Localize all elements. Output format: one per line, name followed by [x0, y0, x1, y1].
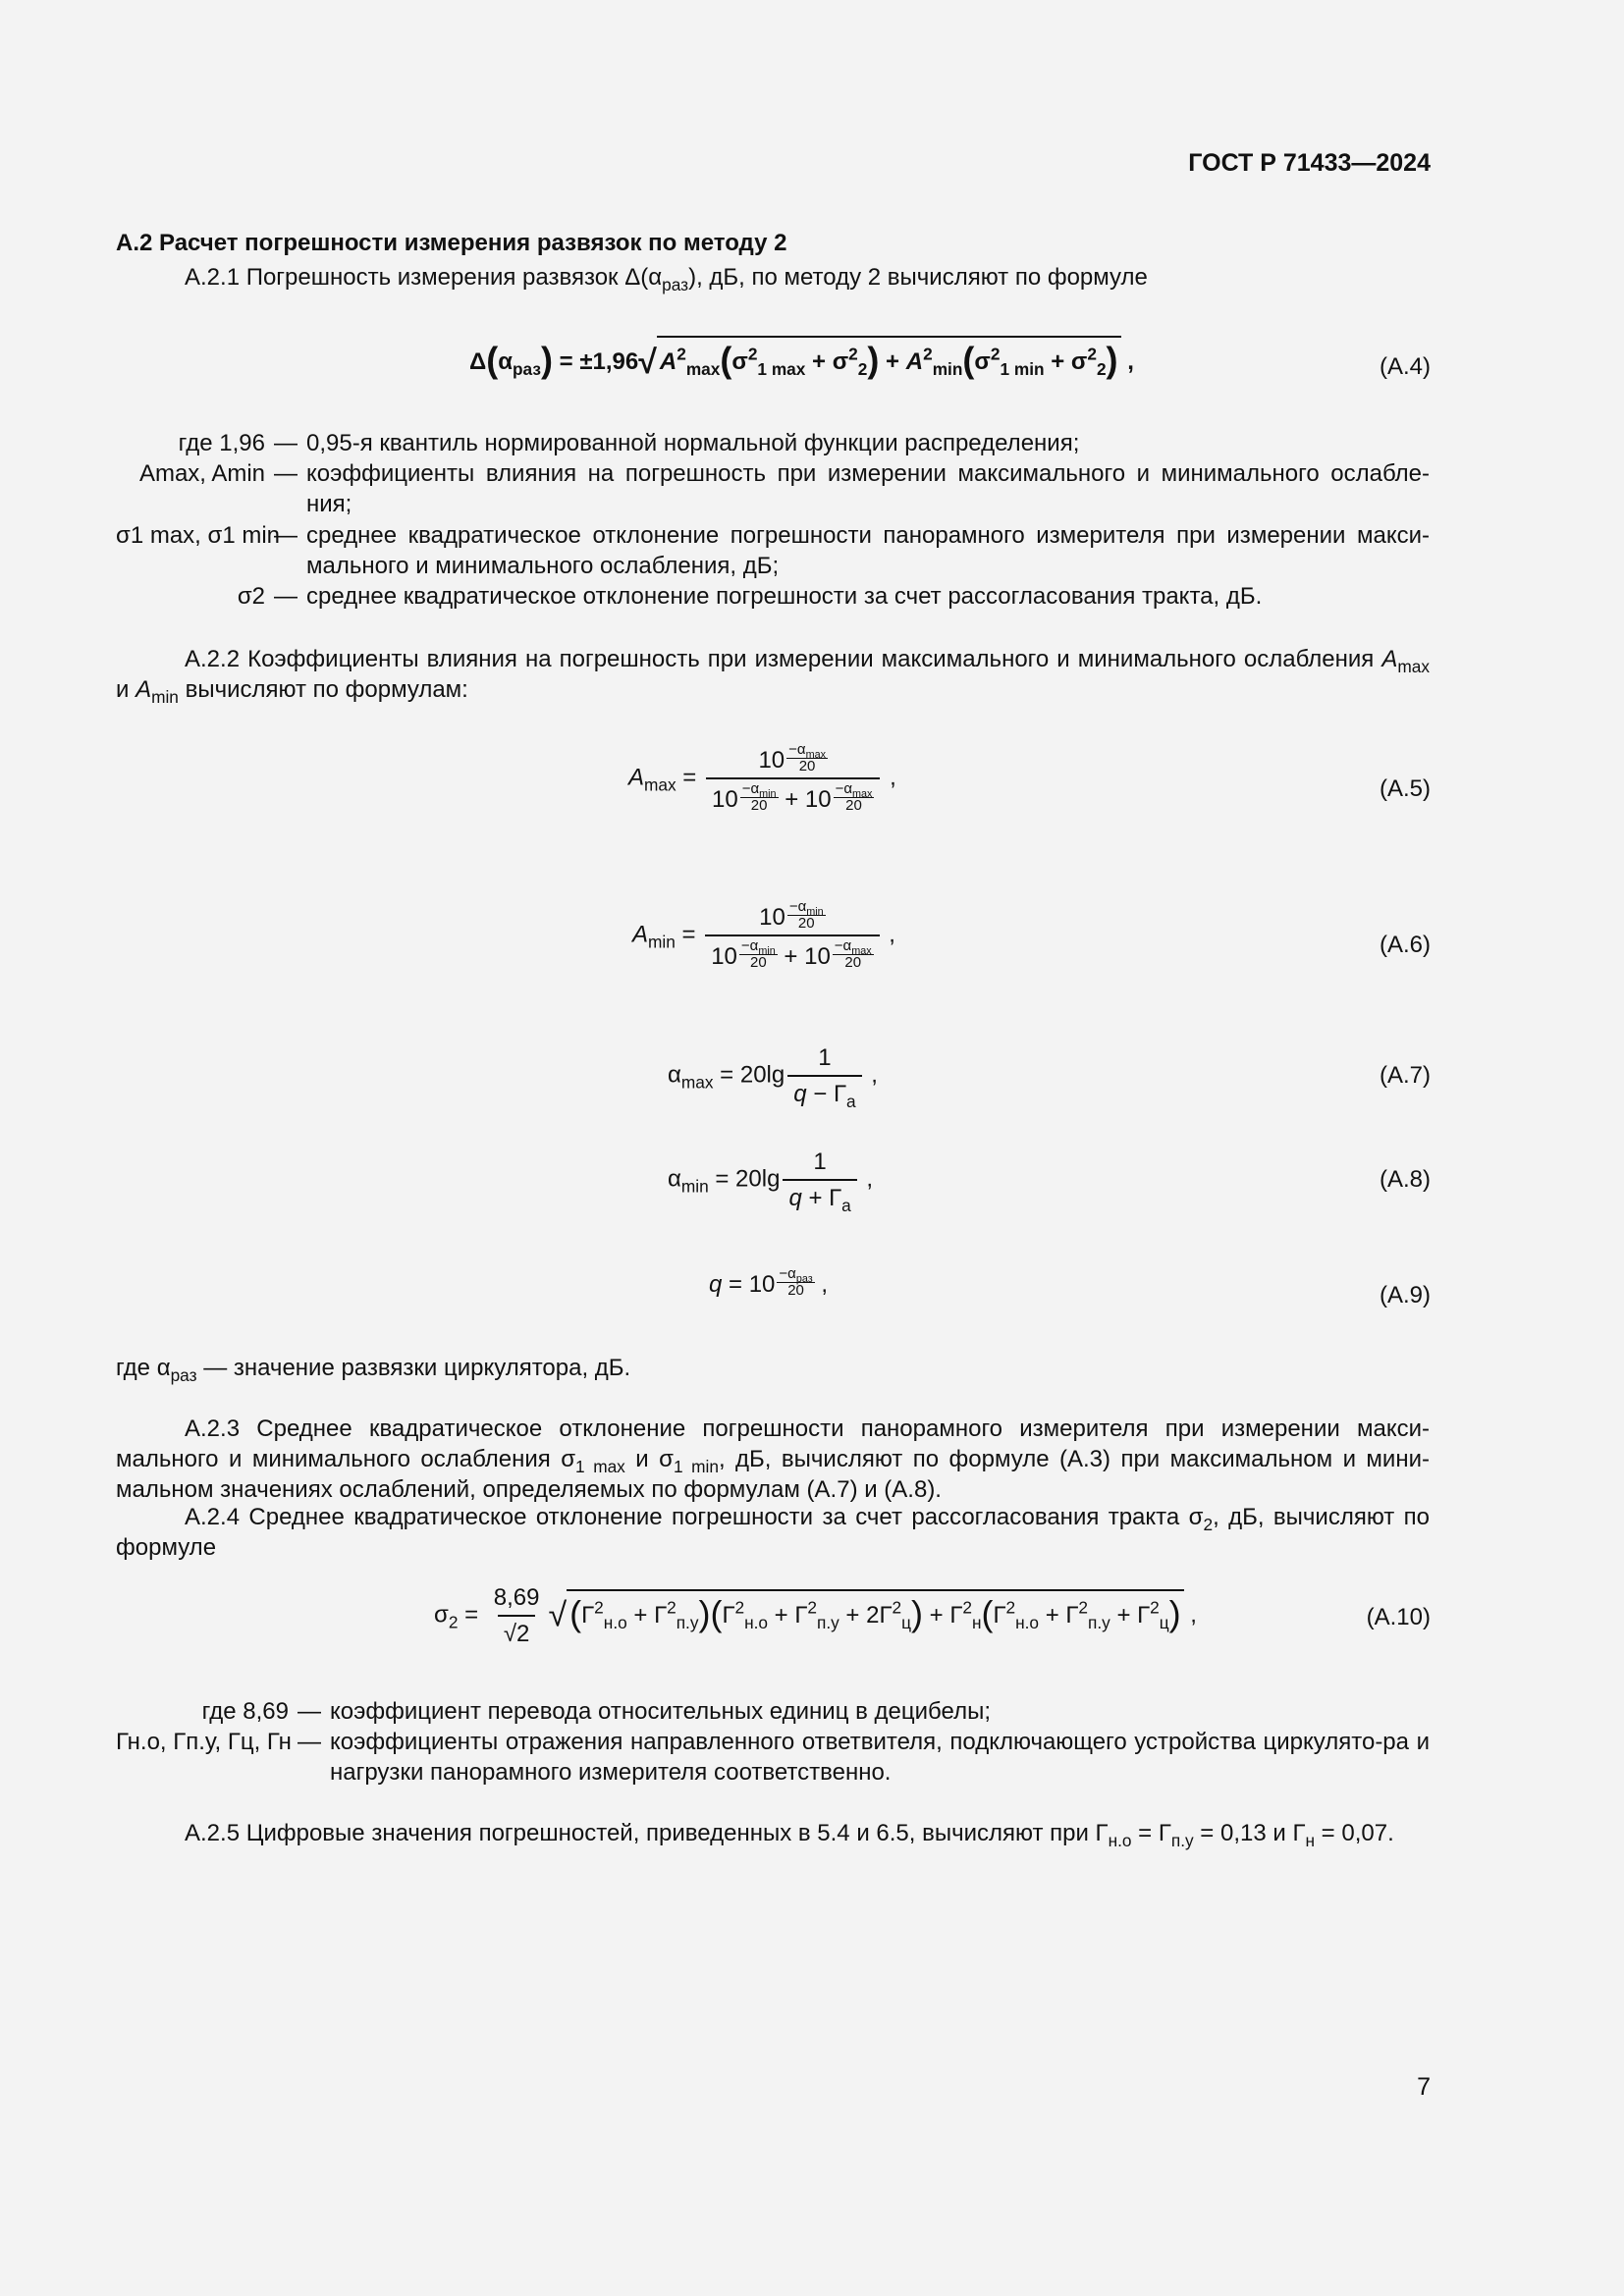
equation-number-a6: (А.6): [1379, 932, 1431, 958]
where-list-3: [116, 1696, 1430, 1789]
page-number: 7: [1417, 2073, 1431, 2101]
formula-a5: $A_{max}$ = 10 $-\alpha_{max}$ 20 10 $-\alpha_{min}$ 20 + 10 $-\alpha_{max}$ 20 ,: [628, 741, 896, 814]
equation-number-a7: (А.7): [1379, 1062, 1431, 1089]
formula-a8: $\alpha_{min} = 20\lg$ $\frac{1}{q + Г_а}$ ,: [668, 1148, 874, 1216]
formula-a7: $\alpha_{max} = 20\lg$ $\frac{1}{q - Г_а}$ ,: [668, 1044, 878, 1112]
where-item: Amax, Amin — коэффициенты влияния на погрешность при измерении максимального и минимального ослабле-ния;: [138, 460, 1430, 518]
where-item: σ2 — среднее квадратическое отклонение погрешности за счет рассогласования тракта, дБ.: [237, 582, 1263, 610]
where-item: Гн.о, Гп.у, Гц, Гн — коэффициенты отражения направленного ответвителя, подключающего устройства циркулято-ра и нагрузки панорамного измерителя соответственно.: [116, 1729, 1430, 1787]
equation-number-a5: (А.5): [1379, 775, 1431, 802]
where-item: где 8,69 — коэффициент перевода относительных единиц в децибелы;: [201, 1698, 991, 1725]
equation-number-a4: (А.4): [1379, 353, 1431, 380]
equation-number-a10: (А.10): [1366, 1604, 1431, 1630]
where-item: σ1 max, σ1 min — среднее квадратическое отклонение погрешности панорамного измерителя при измерении макси-мального и минимального ослабления, дБ;: [116, 521, 1430, 579]
doc-header-code: ГОСТ Р 71433—2024: [1188, 149, 1431, 177]
formula-a6: $A_{min}$ = 10 $-\alpha_{min}$ 20 10 $-\alpha_{min}$ 20 + 10 $-\alpha_{max}$ 20 ,: [632, 898, 895, 971]
where-list-1: [116, 428, 1430, 612]
paragraph-a22: А.2.2 Коэффициенты влияния на погрешность при измерении максимального и минимального ослабления $A_{max}$ и $A_{min}$ вычисляют по формулам:: [116, 646, 1430, 708]
equation-number-a9: (А.9): [1379, 1282, 1431, 1308]
paragraph-a21: А.2.1 Погрешность измерения развязок $\Delta(\alpha_{раз})$, дБ, по методу 2 вычисляют по формуле: [185, 264, 1148, 295]
formula-a9: q = 10 $-\alpha_{раз}$ 20 ,: [709, 1265, 829, 1299]
section-title: А.2 Расчет погрешности измерения развязок по методу 2: [116, 230, 787, 256]
formula-a4: $\Delta(\alpha_{раз}) = \pm 1,96√$ $A^2_{max}(\sigma^2_{1 max} + \sigma^2_2) + A^2_{min}(\sigma^2_{1 min} + \sigma^2_2)$ ,: [469, 336, 1134, 384]
paragraph-a24: А.2.4 Среднее квадратическое отклонение погрешности за счет рассогласования тракта $\sigma_2$, дБ, вычисляют по формуле: [116, 1504, 1431, 1562]
paragraph-a23: А.2.3 Среднее квадратическое отклонение погрешности панорамного измерителя при измерении макси-мального и минимального ослабления $\sigma_{1 max}$ и $\sigma_{1 min}$, дБ, вычисляют по формуле (А.3) при максимальном и мини-мальном значениях ослаблений, определяемых по формулам (А.7) и (А.8).: [116, 1415, 1430, 1504]
paragraph-a25: А.2.5 Цифровые значения погрешностей, приведенных в 5.4 и 6.5, вычисляют при $Г_{н.о} = Г_{п.у} = 0,13$ и $Г_н = 0,07$.: [185, 1820, 1394, 1851]
formula-a10: $\sigma_2$ = $\frac{8,69}{√2}$ $√(Г^2_{н.о} + Г^2_{п.у})(Г^2_{н.о} + Г^2_{п.у} + 2Г^2_ц) + Г^2_н(Г^2_{н.о} + Г^2_{п.у} + Г^2_ц)$ ,: [434, 1582, 1197, 1649]
where-item: где 1,96 — 0,95-я квантиль нормированной нормальной функции распределения;: [178, 430, 1080, 456]
where-line-2: где $\alpha_{раз}$ — значение развязки циркулятора, дБ.: [116, 1355, 631, 1386]
equation-number-a8: (А.8): [1379, 1166, 1431, 1193]
